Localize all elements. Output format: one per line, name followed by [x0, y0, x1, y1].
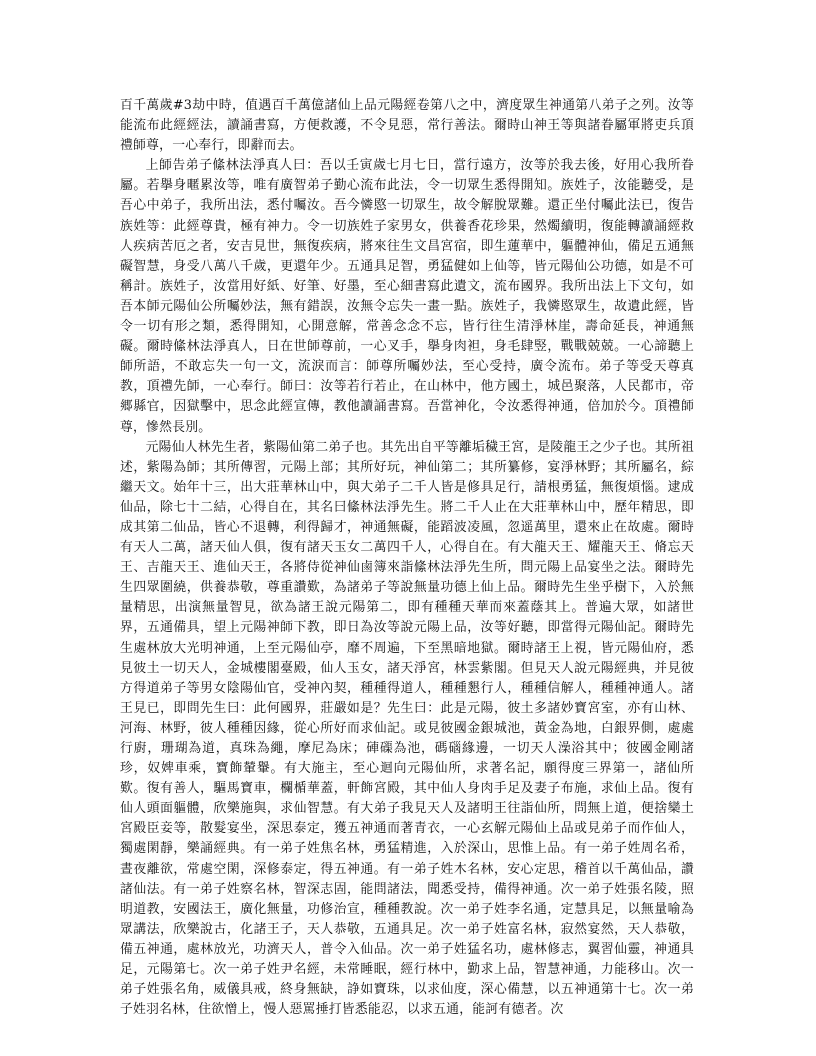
paragraph-2: 上師告弟子絛林法淨真人曰：吾以壬寅歲七月七日，當行遠方，汝等於我去後，好用心我所眷屬。若擧身暱累汝等，唯有廣智弟子勤心流布此法，令一切眾生悉得開知。族姓子，汝能聽受，是吾心中弟子，我所出法，悉付囑汝。吾今憐愍一切眾生，故令解脫眾難。還正坐付囑此法已，復告族姓等：此經尊貴，極有神力。令一切族姓子家男女，供養香花珍果，然燭續明，復能轉讀誦經救人疾病苦厄之者，安吉見世，無復疾病，將來往生文昌宮宿，即生蓮華中，軀體神仙，備足五通無礙智慧，身受八萬八千歲，更還年少。五通具足智，勇猛健如上仙等，皆元陽仙公功德，如是不可稱計。族姓子，汝當用好紙、好筆、好墨，至心細書寫此遺文，流布國界。我所出法上下文句，如吾本師元陽仙公所囑妙法，無有錯誤，汝無令忘失一畫一點。族姓子，我憐愍眾生，故遺此經，皆令一切有形之類，悉得開知，心開意解，常善念念不忘，皆行往生清淨林崖，壽命延長，神通無礙。爾時絛林法淨真人，日在世師尊前，一心叉手，擧身肉袒，身毛肆竪，戰戰兢兢。一心諦聽上師所語，不敢忘失一句一文，流淚而言：師尊所囑妙法，至心受持，廣令流布。弟子等受天尊真教，頂禮先師，一心奉行。師曰：汝等若行若止，在山林中，他方國土，城邑聚落，人民都市，帝郷縣官，因獄擊中，思念此經宣傳，教他讀誦書寫。吾當神化，令汝悉得神通，倍加於今。頂禮師尊，慘然長別。	[120, 158, 694, 435]
document-page	[120, 96, 694, 1020]
paragraph-1: 百千萬歲#3劫中時，值遇百千萬億諸仙上品元陽經卷第八之中，濟度眾生神通第八弟子之列。汝等能流布此經經法，讀誦書寫，方便救護，不令見惡，常行善法。爾時山神王等與諸眷屬軍將吏兵頂禮師尊，一心奉行，即辭而去。	[120, 98, 694, 154]
paragraph-3: 元陽仙人林先生者，紫陽仙第二弟子也。其先出自平等離垢穢王宮，是陵龍王之少子也。其所祖述，紫陽為師；其所傳習，元陽上部；其所好玩，神仙第二；其所纂修，宴淨林野；其所屬名，綜繼天文。始年十三，出大莊華林山中，與大弟子二千人皆是修具足行，請根勇猛，無復煩惱。逮成仙品，除七十二結，心得自在，其名曰絛林法淨先生。將二千人止在大莊華林山中，歷年精思，即成其第二仙品，皆心不退轉，利得歸才，神通無礙，能蹈波凌風，忽遥萬里，還來止在故處。爾時有天人二萬，諸天仙人俱，復有諸天玉女二萬四千人，心得自在。有大龍天王、耀龍天王、脩忘天王、吉龍天王、進仙天王，各將侍從神仙鹵簿來詣絛林法淨先生所，問元陽上品宴坐之法。爾時先生四眾圍繞，供養恭敬，尊重讚歎，為諸弟子等說無量功德上仙上品。爾時先生坐乎樹下，入於無量精思，出演無量智見，欲為諸王說元陽第二，即有種種天華而來蓋蔭其上。普遍大眾，如諸世界，五通備具，望上元陽神師下教，即日為汝等說元陽上品，汝等好聽，即當得元陽仙記。爾時先生處林放大光明神通，上至元陽仙亭，靡不周遍，下至黑暗地獄。爾時諸王上視，皆元陽仙府，悉見彼土一切天人，金城樓閣臺殿，仙人玉女，諸天淨宮，林雲紫閣。但見天人說元陽經典，并見彼方得道弟子等男女陰陽仙官，受神內契，種種得道人，種種懇行人，種種信解人，種種神通人。諸王見已，即問先生曰：此何國界，莊嚴如是？先生曰：此是元陽，彼土多諸妙寶宮室，亦有山林、河海、林野，彼人種種因緣，從心所好而求仙記。或見彼國金銀城池，黃金為地，白銀界側，處處行廚，珊瑚為道，真珠為繩，摩尼為床；硨磲為池，碼碯緣邊，一切天人澡浴其中；彼國金剛諸珍，奴婢車乘，寶飾輦轝。有大施主，至心迴向元陽仙所，求著名記，願得度三界第一，諸仙所歎。復有善人，驅馬寶車，欄楯華蓋，軒飾宮殿，其中仙人身肉手足及妻子布施，求仙上品。復有仙人頭面軀體，欣樂施與，求仙智慧。有大弟子我見天人及諸明王往詣仙所，問無上道，便捨欒土宮殿臣妾等，散髮宴坐，深思泰定，獲五神通而著青衣，一心玄解元陽仙上品或見弟子而作仙人，獨處閑靜，樂誦經典。有一弟子姓焦名林，勇猛精進，入於深山，思惟上品。有一弟子姓周名希，晝夜離欲，常處空閑，深修泰定，得五神通。有一弟子姓木名林，安心定思，稽首以千萬仙品，讚諸仙法。有一弟子姓察名林，智深志固，能問諸法，聞悉受持，備得神通。次一弟子姓張名陵，照明道教，安國法王，廣化無量，功修治宣，種種教說。次一弟子姓李名通，定慧具足，以無量喻為眾講法，欣樂說古，化諸王子，天人恭敬，五通具足。次一弟子姓富名林，寂然宴然，天人恭敬，備五神通，處林放光，功濟天人，普令入仙品。次一弟子姓猛名功，處林修志，翼習仙靈，神通具足，元陽第七。次一弟子姓尹名經，未常睡眠，經行林中，勤求上品，智慧神通，力能移山。次一弟子姓張名角，威儀具戒，終身無缺，諍如寶珠，以求仙度，深心備慧，以五神通第十七。次一弟子姓羽名林，住欲憎上，慢人惡罵捶打皆悉能忍，以求五通，能訶有德者。次	[120, 439, 694, 1018]
